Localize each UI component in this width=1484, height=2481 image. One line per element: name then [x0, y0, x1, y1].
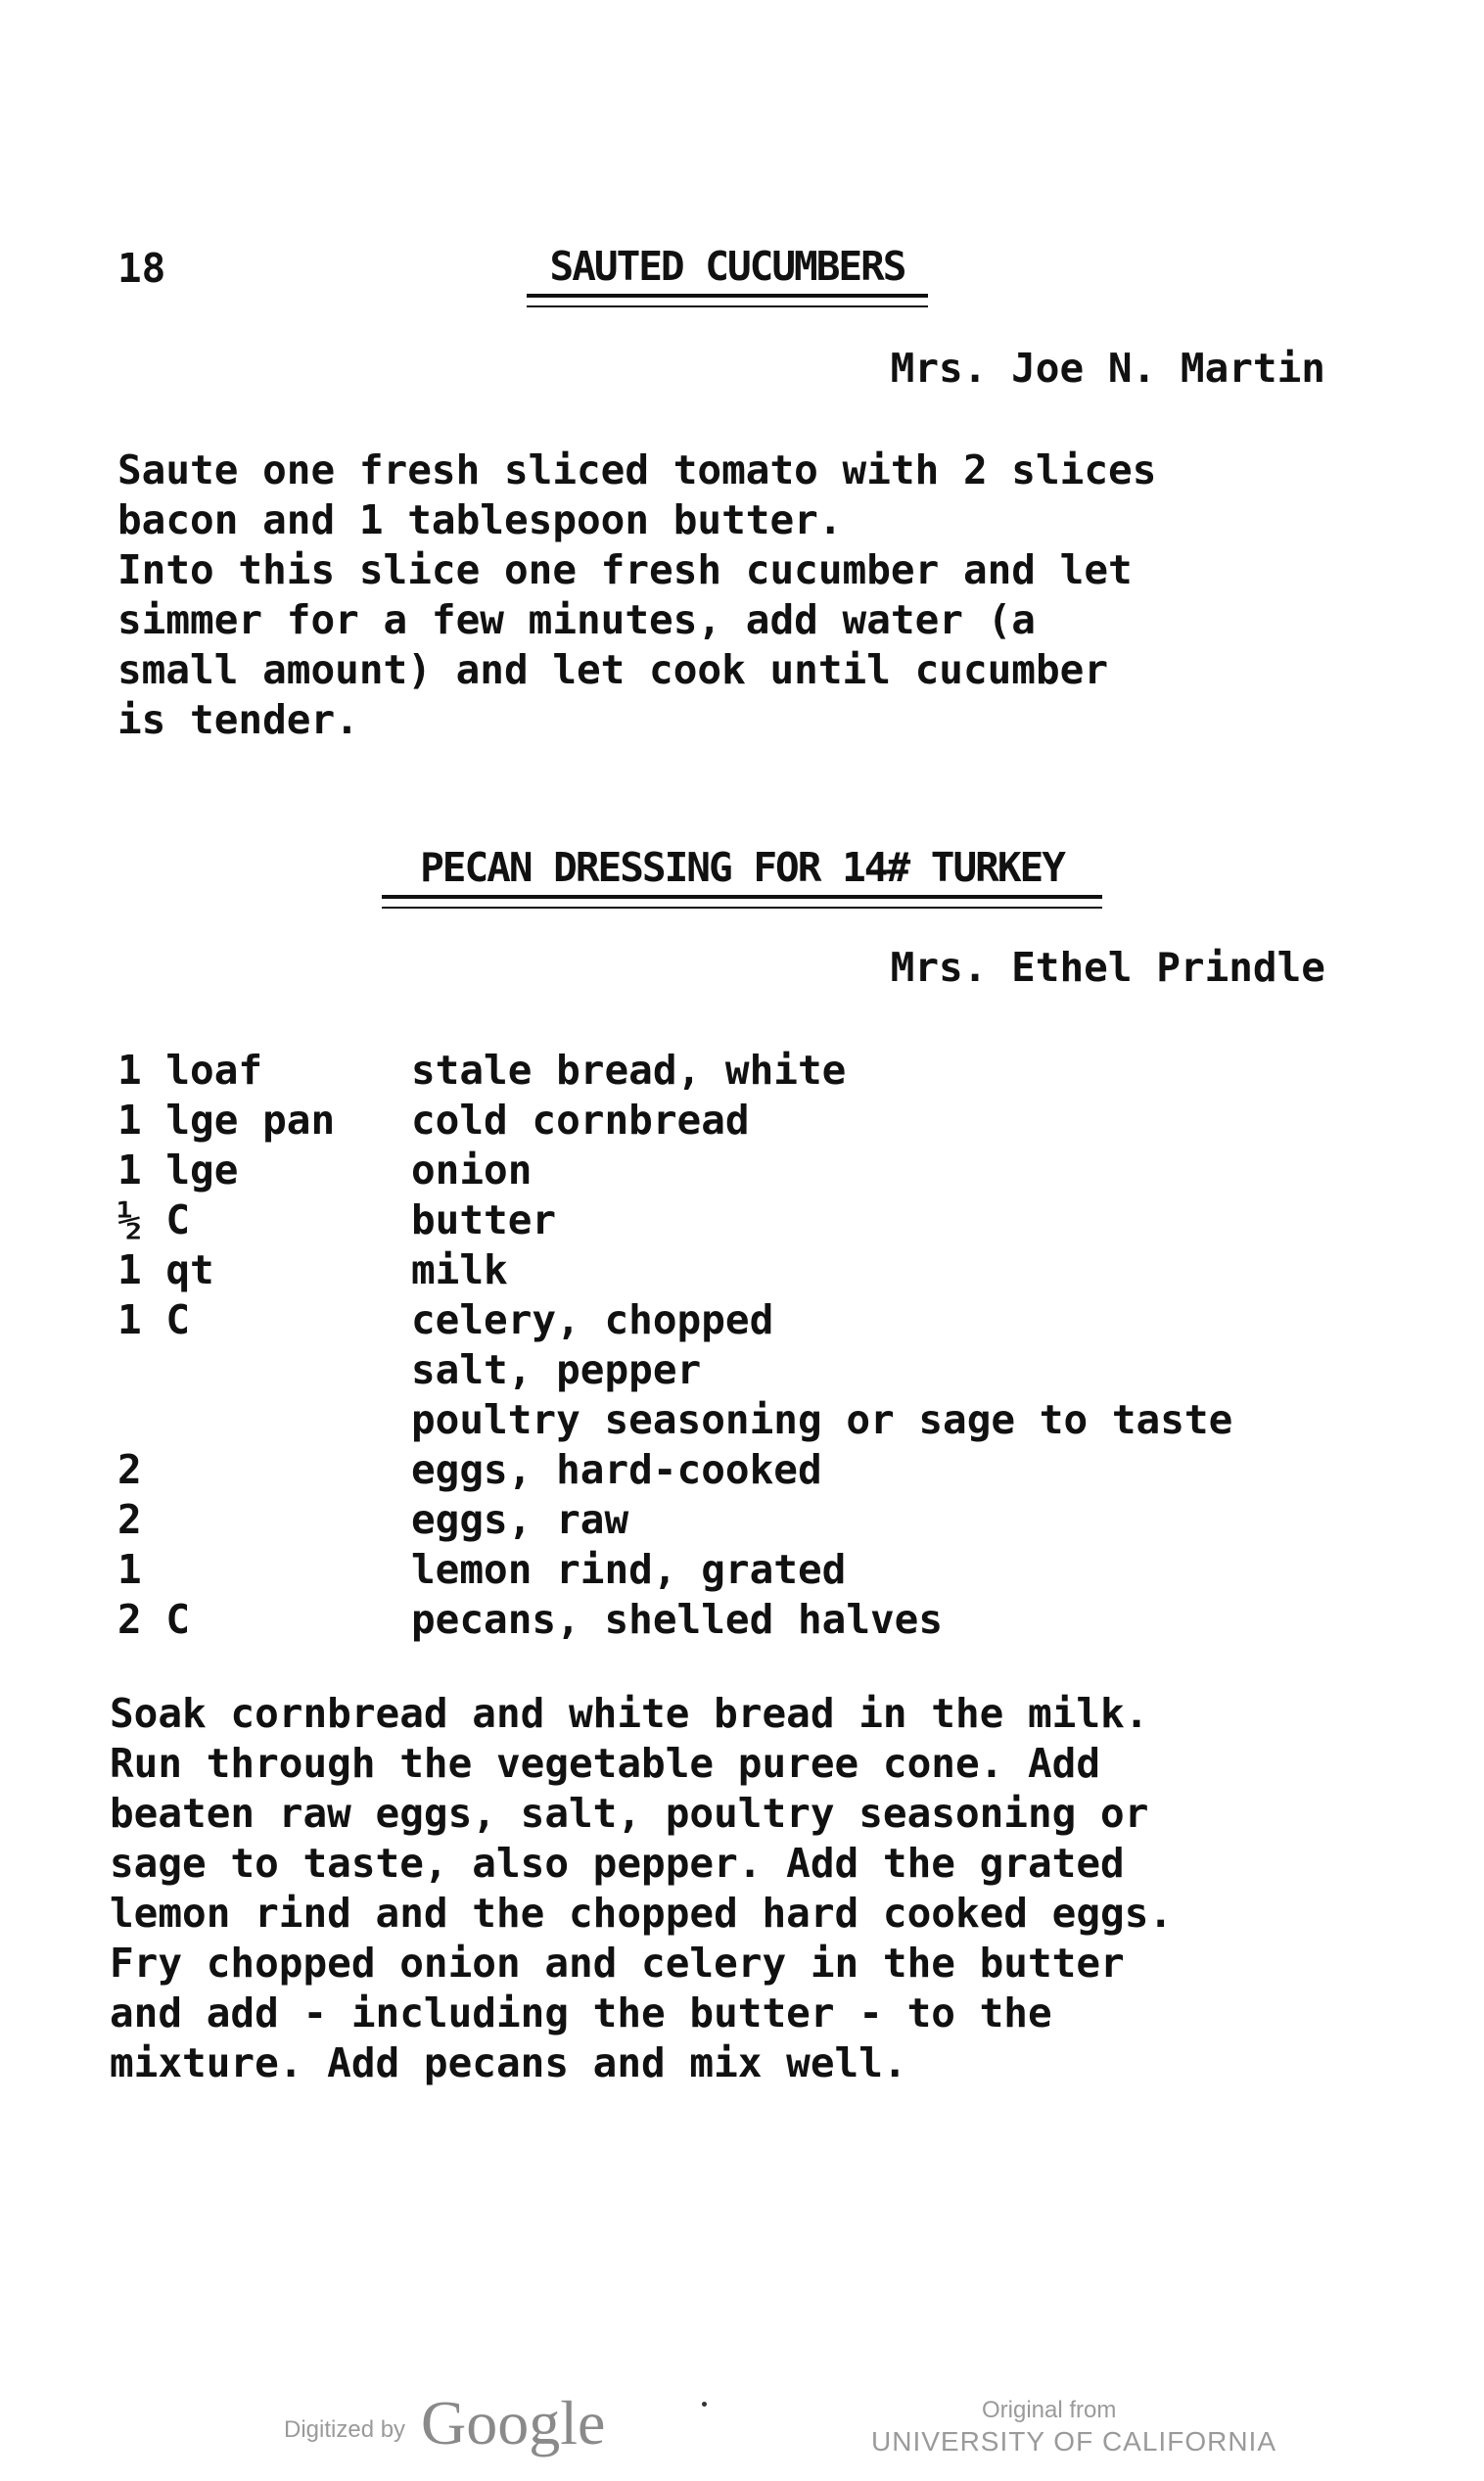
- ingredient-row: [117, 1245, 1232, 1295]
- ingredient-name: pecans, shelled halves: [411, 1596, 944, 1643]
- ingredient-name: eggs, hard-cooked: [411, 1446, 822, 1493]
- ingredient-quantity: 2: [117, 1446, 142, 1493]
- ingredient-row: [117, 1595, 1232, 1645]
- ingredient-quantity: ½ C: [117, 1196, 191, 1243]
- ingredient-row: [117, 1146, 1232, 1195]
- recipe-instructions-pecan-dressing: Soak cornbread and white bread in the milk. Run through the vegetable puree cone. Add beaten raw eggs, salt, poultry seasoning or sage to taste, also pepper. Add the grated lemon rind and the chopped hard cooked eggs. Fry chopped onion and celery in the butter and add - including the butter - to the mixture. Add pecans and mix well.: [110, 1690, 1174, 2086]
- page-number: 18: [117, 245, 166, 292]
- ingredient-quantity: 1: [117, 1546, 142, 1593]
- recipe-title-sauted-cucumbers: SAUTED CUCUMBERS: [527, 243, 928, 298]
- ingredient-name: celery, chopped: [411, 1296, 774, 1343]
- ingredient-row: [117, 1395, 1232, 1445]
- ingredient-name: cold cornbread: [411, 1097, 750, 1144]
- ingredient-row: [117, 1295, 1232, 1345]
- ingredient-quantity: 2: [117, 1496, 142, 1543]
- ingredient-quantity: 1 loaf: [117, 1047, 263, 1094]
- ingredient-row: [117, 1495, 1232, 1545]
- ingredient-quantity: 2 C: [117, 1596, 191, 1643]
- recipe-instructions-cucumbers: Saute one fresh sliced tomato with 2 slices bacon and 1 tablespoon butter. Into this slice one fresh cucumber and let simmer for a few minutes, add water (a small amount) and let cook until cucumber is tender.: [117, 446, 1157, 743]
- footer-original-from: Original from: [982, 2397, 1117, 2423]
- recipe-title-pecan-dressing: PECAN DRESSING FOR 14# TURKEY: [382, 844, 1102, 899]
- footer-digitized-by: Digitized by: [284, 2416, 406, 2443]
- ingredient-quantity: [117, 1345, 411, 1395]
- ingredient-row: [117, 1096, 1232, 1146]
- ingredient-name: milk: [411, 1246, 508, 1293]
- footer-university: UNIVERSITY OF CALIFORNIA: [871, 2426, 1276, 2457]
- ingredient-quantity: [117, 1395, 411, 1445]
- title-underline-decoration: [382, 907, 1102, 909]
- ingredient-name: lemon rind, grated: [411, 1546, 847, 1593]
- ingredient-quantity: 1 lge: [117, 1147, 239, 1194]
- ingredient-name: poultry seasoning or sage to taste: [411, 1396, 1233, 1443]
- recipe-author-martin: Mrs. Joe N. Martin: [890, 345, 1325, 392]
- ingredient-quantity: 1 lge pan: [117, 1097, 336, 1144]
- ingredient-row: [117, 1046, 1232, 1096]
- ingredient-name: onion: [411, 1147, 533, 1194]
- title-underline-decoration: [527, 305, 928, 307]
- ingredient-name: salt, pepper: [411, 1346, 702, 1393]
- recipe-author-prindle: Mrs. Ethel Prindle: [890, 944, 1325, 991]
- ingredient-row: [117, 1445, 1232, 1495]
- ingredient-name: butter: [411, 1196, 557, 1243]
- ingredient-row: [117, 1345, 1232, 1395]
- ingredient-row: [117, 1545, 1232, 1595]
- ingredient-name: stale bread, white: [411, 1047, 847, 1094]
- google-logo: Google: [421, 2388, 606, 2458]
- ingredient-row: [117, 1195, 1232, 1245]
- ingredient-quantity: 1 C: [117, 1296, 191, 1343]
- ingredient-list: [117, 1046, 1232, 1645]
- scan-speck-decoration: [702, 2402, 707, 2407]
- ingredient-quantity: 1 qt: [117, 1246, 214, 1293]
- ingredient-name: eggs, raw: [411, 1496, 629, 1543]
